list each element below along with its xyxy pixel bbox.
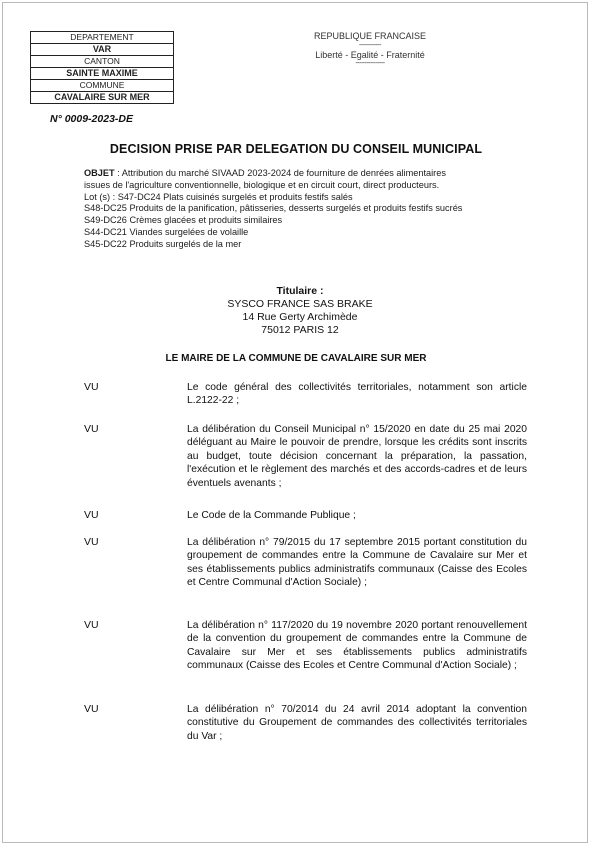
republic-separator: ------------ <box>359 41 381 49</box>
vu-label: VU <box>84 509 99 521</box>
commune-label: COMMUNE <box>31 80 174 92</box>
decision-reference: N° 0009-2023-DE <box>50 113 133 125</box>
vu-label: VU <box>84 619 99 631</box>
vu-label: VU <box>84 703 99 715</box>
objet-label: OBJET <box>84 168 115 178</box>
vu-label: VU <box>84 381 99 393</box>
objet-block <box>84 168 554 251</box>
department-label: DEPARTEMENT <box>31 32 174 44</box>
objet-line: S49-DC26 Crèmes glacées et produits similaires <box>84 215 283 226</box>
objet-line: S44-DC21 Viandes surgelées de volaille <box>84 226 249 237</box>
objet-line: Lot (s) : S47-DC24 Plats cuisinés surgelés et produits festifs salés <box>84 191 353 202</box>
maire-heading: LE MAIRE DE LA COMMUNE DE CAVALAIRE SUR MER <box>165 353 427 364</box>
republic-motto: Liberté - Egalité - Fraternité <box>315 49 425 60</box>
department-value: VAR <box>31 44 174 56</box>
vu-label: VU <box>84 423 99 435</box>
objet-line: OBJET : Attribution du marché SIVAAD 2023-2024 de fourniture de denrées alimentaires <box>84 168 446 178</box>
objet-line: issues de l'agriculture conventionnelle, biologique et en circuit court, direct producteurs. <box>84 179 440 190</box>
objet-line: S45-DC22 Produits surgelés de la mer <box>84 238 242 249</box>
vu-label: VU <box>84 536 99 548</box>
canton-value: SAINTE MAXIME <box>31 68 174 80</box>
vu-text: Le code général des collectivités territoriales, notamment son article L.2122-22 ; <box>187 382 527 407</box>
titulaire-name: SYSCO FRANCE SAS BRAKE <box>227 298 373 310</box>
republic-title: REPUBLIQUE FRANCAISE <box>313 31 427 41</box>
objet-line: S48-DC25 Produits de la panification, pâtisseries, desserts surgelés et produits festifs sucrés <box>84 203 463 214</box>
vu-text: Le Code de la Commande Publique ; <box>187 510 356 521</box>
canton-label: CANTON <box>31 56 174 68</box>
vu-text: La délibération n° 70/2014 du 24 avril 2014 adoptant la convention constitutive du Groupement de commandes des collectivités territoriales du Var ; <box>187 704 527 742</box>
administrative-header-table <box>30 31 174 104</box>
vu-text: La délibération du Conseil Municipal n° 15/2020 en date du 25 mai 2020 déléguant au Maire le pouvoir de prendre, lorsque les crédits sont inscrits au budget, toute décision concernant la préparation, la passation, l'exécution et le règlement des marchés et des accords-cadres et de leurs éventuels avenants ; <box>187 424 527 489</box>
titulaire-label: Titulaire : <box>276 285 324 297</box>
titulaire-city: 75012 PARIS 12 <box>261 324 339 336</box>
republic-header <box>300 31 440 68</box>
titulaire-block <box>200 285 400 337</box>
commune-value: CAVALAIRE SUR MER <box>31 92 174 104</box>
vu-text: La délibération n° 79/2015 du 17 septembre 2015 portant constitution du groupement de commandes entre la Commune de Cavalaire sur Mer et ses établissements publics administratifs communaux (Caisse des Ecoles et Centre Communal d'Action Sociale) ; <box>187 537 527 589</box>
republic-separator-2: ---------------- <box>355 60 385 67</box>
titulaire-address: 14 Rue Gerty Archimède <box>242 311 358 323</box>
document-title: DECISION PRISE PAR DELEGATION DU CONSEIL MUNICIPAL <box>109 142 483 156</box>
vu-text: La délibération n° 117/2020 du 19 novembre 2020 portant renouvellement de la convention du groupement de commandes entre la Commune de Cavalaire sur Mer et ses établissements publics administratifs communaux (Caisse des Ecoles et Centre Communal d'Action Sociale) ; <box>187 620 527 672</box>
